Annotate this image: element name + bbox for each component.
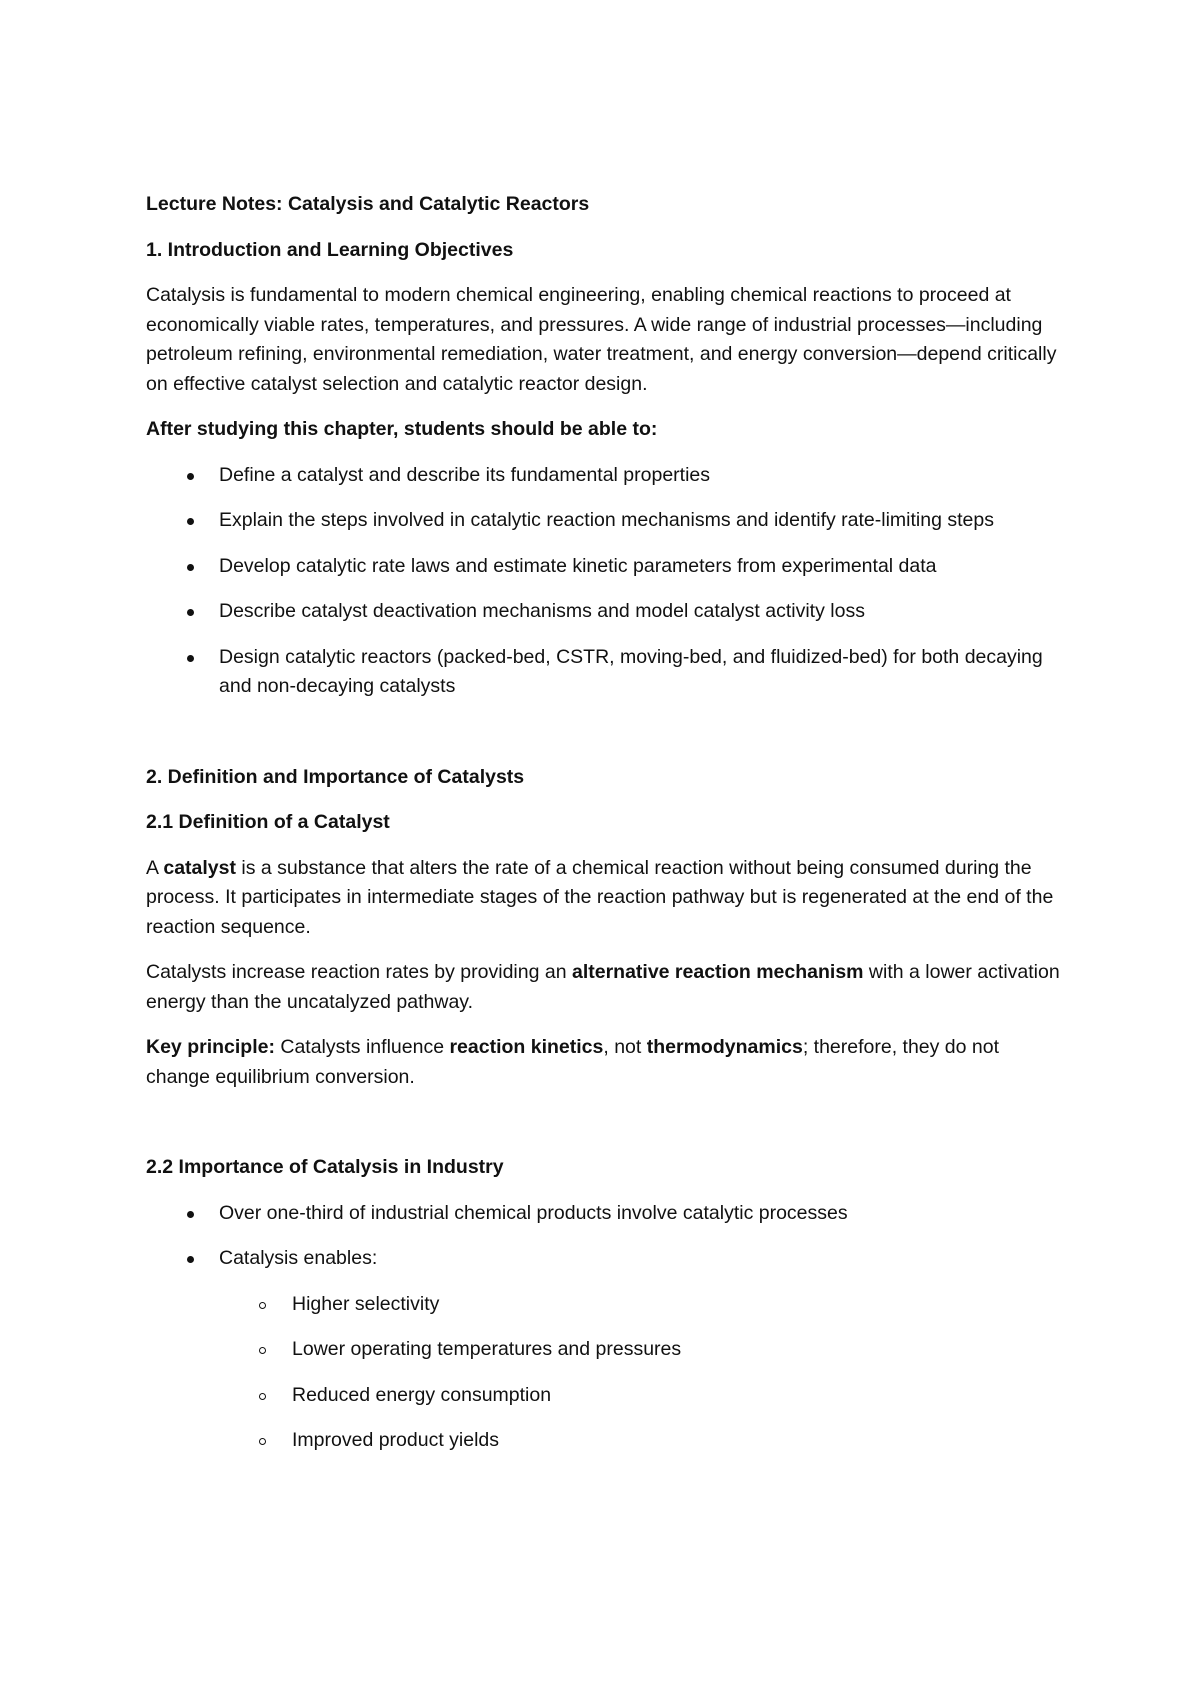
objective-text: Define a catalyst and describe its fundamental properties	[219, 463, 711, 486]
hollow-bullet-icon	[259, 1347, 266, 1354]
text-run: with a lower activation energy than the uncatalyzed pathway.	[146, 961, 1060, 1013]
enables-item	[219, 1426, 1066, 1456]
hollow-bullet-icon	[259, 1302, 266, 1309]
enables-text: Reduced energy consumption	[292, 1383, 552, 1406]
enables-text: Higher selectivity	[292, 1292, 440, 1315]
catalyst-definition-paragraph	[146, 854, 1066, 943]
document-title: Lecture Notes: Catalysis and Catalytic Reactors	[146, 193, 590, 215]
bullet-icon	[187, 609, 194, 616]
key-principle-paragraph	[146, 1033, 1066, 1092]
text-run: ; therefore, they do not change equilibrium conversion.	[146, 1036, 1000, 1088]
subsection-2-2-heading: 2.2 Importance of Catalysis in Industry	[146, 1156, 504, 1178]
bullet-icon	[187, 518, 194, 525]
industry-list	[146, 1199, 1066, 1456]
bullet-icon	[187, 564, 194, 571]
enables-item	[219, 1381, 1066, 1411]
industry-item	[146, 1244, 1066, 1456]
bullet-icon	[187, 1211, 194, 1218]
enables-list	[219, 1290, 1066, 1456]
text-run: is a substance that alters the rate of a chemical reaction without being consumed during the process. It participates in intermediate stages of the reaction pathway but is regenerated at the end of the reaction sequence.	[146, 856, 1054, 938]
text-run: Catalysts influence	[274, 1036, 450, 1058]
objective-item	[146, 461, 1066, 491]
objective-text: Design catalytic reactors (packed-bed, CSTR, moving-bed, and fluidized-bed) for both decaying and non-decaying catalysts	[219, 645, 1043, 697]
industry-item	[146, 1199, 1066, 1229]
objective-text: Develop catalytic rate laws and estimate kinetic parameters from experimental data	[219, 554, 937, 577]
objective-item	[146, 552, 1066, 582]
bold-term-kinetics: reaction kinetics	[449, 1036, 604, 1058]
objectives-lead: After studying this chapter, students should be able to:	[146, 418, 658, 440]
section-spacer	[146, 1108, 1066, 1153]
bold-term-catalyst: catalyst	[163, 856, 236, 879]
objective-item	[146, 643, 1066, 702]
bullet-icon	[187, 473, 194, 480]
bullet-icon	[187, 1256, 194, 1263]
section-spacer	[146, 718, 1066, 763]
industry-text: Over one-third of industrial chemical products involve catalytic processes	[219, 1201, 848, 1224]
subsection-2-1-heading: 2.1 Definition of a Catalyst	[146, 811, 390, 833]
bold-term-thermodynamics: thermodynamics	[646, 1036, 803, 1058]
enables-text: Improved product yields	[292, 1429, 500, 1451]
key-principle-label: Key principle:	[146, 1036, 275, 1058]
enables-item	[219, 1335, 1066, 1365]
section-1-intro: Catalysis is fundamental to modern chemical engineering, enabling chemical reactions to proceed at economically viable rates, temperatures, and pressures. A wide range of industrial processes—including petroleum refining, environmental remediation, water treatment, and energy conversion—depend critically on effective catalyst selection and catalytic reactor design.	[146, 284, 1057, 395]
hollow-bullet-icon	[259, 1438, 266, 1445]
mechanism-paragraph	[146, 958, 1066, 1017]
enables-text: Lower operating temperatures and pressures	[292, 1338, 682, 1360]
section-2-heading: 2. Definition and Importance of Catalysts	[146, 765, 525, 788]
objective-item	[146, 506, 1066, 536]
objective-item	[146, 597, 1066, 627]
bold-term-alternative-mechanism: alternative reaction mechanism	[571, 961, 864, 983]
industry-text: Catalysis enables:	[219, 1247, 378, 1269]
hollow-bullet-icon	[259, 1393, 266, 1400]
text-run: A	[146, 856, 164, 879]
objectives-list	[146, 461, 1066, 702]
text-run: Catalysts increase reaction rates by providing an	[146, 961, 572, 983]
text-run: , not	[603, 1036, 647, 1058]
section-1-heading: 1. Introduction and Learning Objectives	[146, 238, 514, 261]
bullet-icon	[187, 655, 194, 662]
enables-item	[219, 1290, 1066, 1320]
objective-text: Explain the steps involved in catalytic reaction mechanisms and identify rate-limiting steps	[219, 509, 994, 531]
objective-text: Describe catalyst deactivation mechanisms and model catalyst activity loss	[219, 600, 865, 622]
document-page	[146, 190, 1066, 1472]
